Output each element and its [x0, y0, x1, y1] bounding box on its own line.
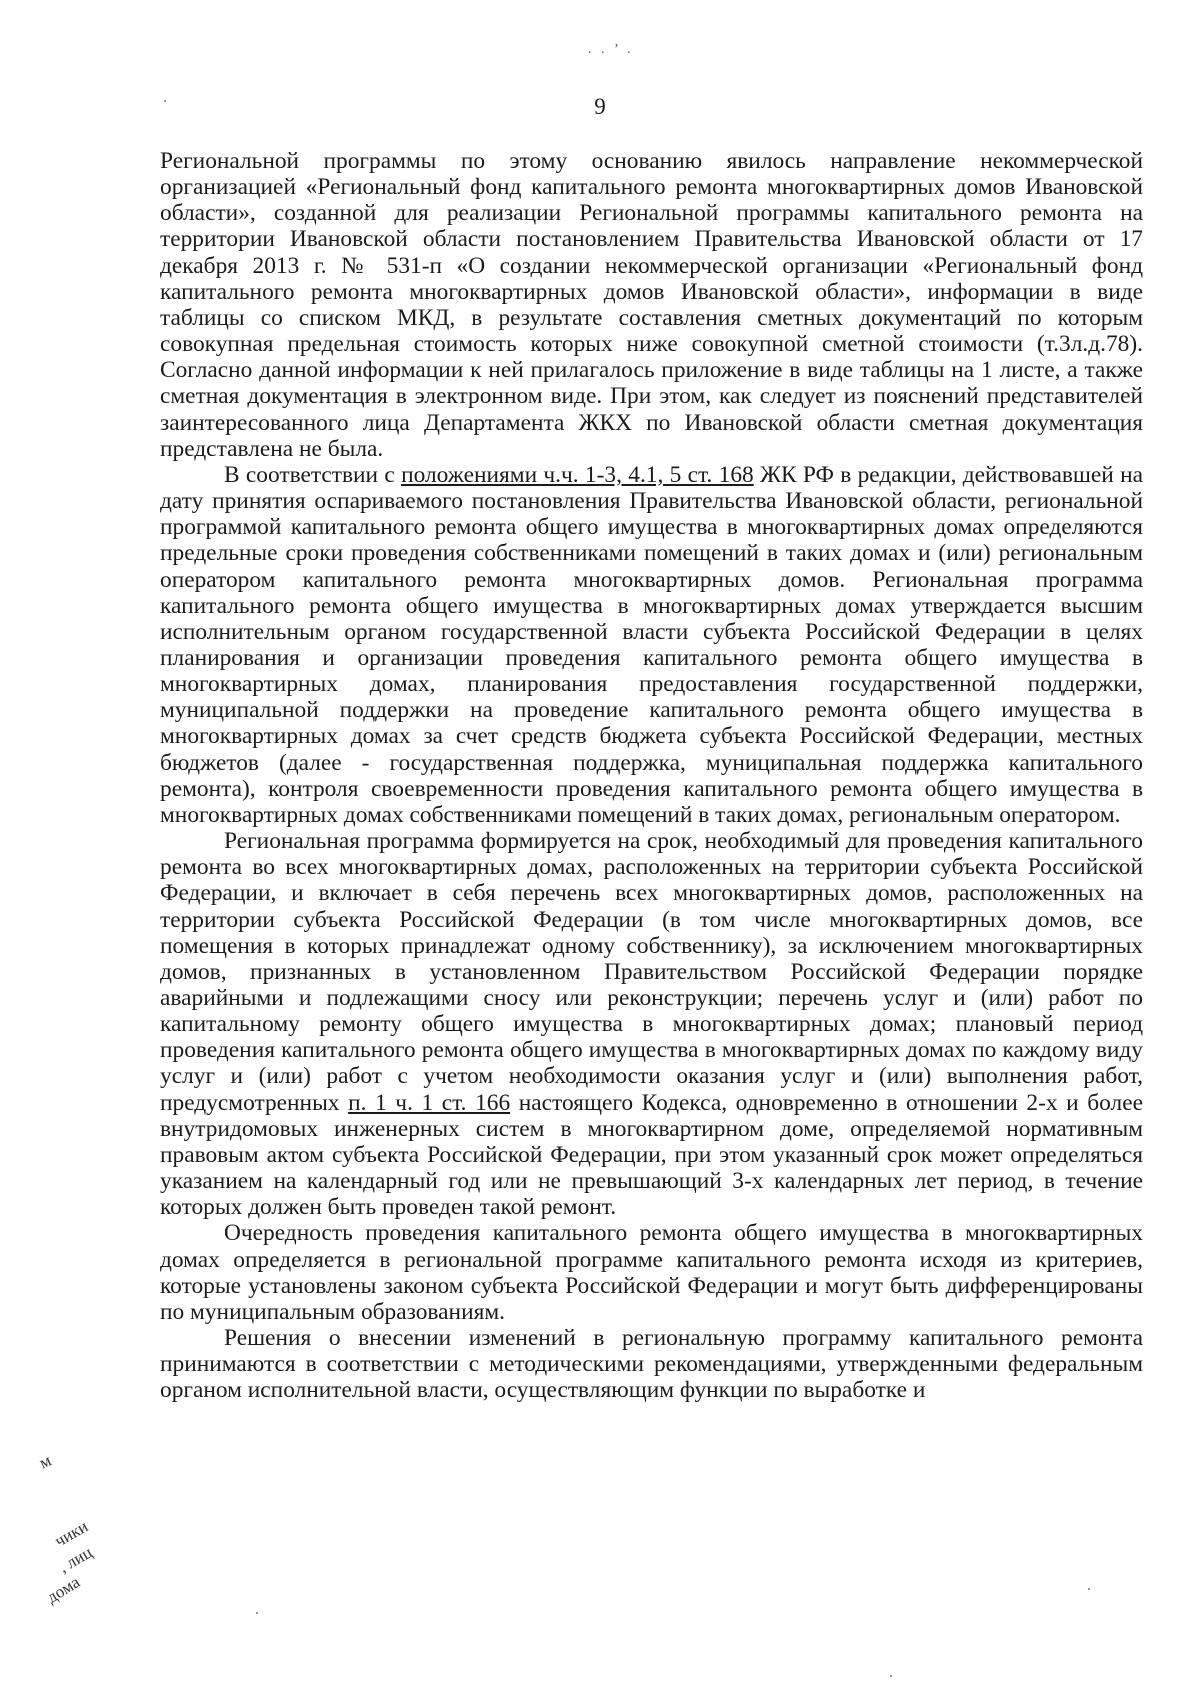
margin-note-3: , лиц [55, 1542, 96, 1577]
margin-bleed-through-text [34, 1452, 144, 1612]
scan-speck [164, 100, 166, 102]
paragraph-3-text-start: Региональная программа формируется на срок, необходимый для проведения капитального ремонта во всех многоквартирных домах, расположенных на территории субъекта Российской Федерации, и включает в себя перечень всех многоквартирных домов, расположенных на территории субъекта Российской Федерации (в том числе многоквартирных домов, все помещения в которых принадлежат одному собственнику), за исключением многоквартирных домов, признанных в установленном Правительством Российской Федерации порядке аварийными и подлежащими сносу или реконструкции; перечень услуг и (или) работ по капитальному ремонту общего имущества в многоквартирных домах; плановый период проведения капитального ремонта общего имущества в многоквартирных домах по каждому виду услуг и (или) работ с учетом необходимости оказания услуг и (или) выполнения работ, предусмотренных [160, 828, 1143, 1116]
scan-speck [890, 1675, 892, 1677]
scan-speck [256, 1612, 258, 1614]
paragraph-2-text-end: ЖК РФ в редакции, действовавшей на дату принятия оспариваемого постановления Правительства Ивановской области, региональной программой капитального ремонта общего имущества в многоквартирных домах определяются предельные сроки проведения собственниками помещений в таких домах и (или) региональным оператором капитального ремонта многоквартирных домов. Региональная программа капитального ремонта общего имущества в многоквартирных домах утверждается высшим исполнительным органом государственной власти субъекта Российской Федерации в целях планирования и организации проведения капитального ремонта общего имущества в многоквартирных домах, планирования предоставления государственной поддержки, муниципальной поддержки на проведение капитального ремонта общего имущества в многоквартирных домах за счет средств бюджета субъекта Российской Федерации, местных бюджетов (далее - государственная поддержка, муниципальная поддержка капитального ремонта), контроля своевременности проведения капитального ремонта общего имущества в многоквартирных домах собственниками помещений в таких домах, региональным оператором. [160, 461, 1143, 828]
page-number: 9 [594, 94, 606, 119]
paragraph-5: Решения о внесении изменений в региональную программу капитального ремонта принимаются в соответствии с методическими рекомендациями, утвержденными федеральным органом исполнительной власти, осуществляющим функции по выработке и [160, 1325, 1143, 1404]
document-body [160, 148, 1143, 1404]
margin-note-2: чики [51, 1516, 92, 1551]
margin-note-4: дома [43, 1572, 84, 1607]
law-reference-link-art-166[interactable]: п. 1 ч. 1 ст. 166 [348, 1089, 511, 1116]
paragraph-1: Региональной программы по этому основанию явилось направление некоммерческой организацией «Региональный фонд капитального ремонта многоквартирных домов Ивановской области», созданной для реализации Региональной программы капитального ремонта на территории Ивановской области постановлением Правительства Ивановской области от 17 декабря 2013 г. № 531-п «О создании некоммерческой организации «Региональный фонд капитального ремонта многоквартирных домов Ивановской области», информации в виде таблицы со списком МКД, в результате составления сметных документаций по которым совокупная предельная стоимость которых ниже совокупной сметной стоимости (т.3л.д.78). Согласно данной информации к ней прилагалось приложение в виде таблицы на 1 листе, а также сметная документация в электронном виде. При этом, как следует из пояснений представителей заинтересованного лица Департамента ЖКХ по Ивановской области сметная документация представлена не была. [160, 148, 1143, 462]
law-reference-link-art-168[interactable]: положениями ч.ч. 1-3, 4.1, 5 ст. 168 [401, 461, 754, 488]
paragraph-2-text-start: В соответствии с [224, 461, 402, 488]
paragraph-4: Очередность проведения капитального ремонта общего имущества в многоквартирных домах определяется в региональной программе капитального ремонта исходя из критериев, которые установлены законом субъекта Российской Федерации и могут быть дифференцированы по муниципальным образованиям. [160, 1220, 1143, 1325]
scan-speck [1088, 1588, 1090, 1590]
scan-mark: . . ’ . [588, 42, 634, 57]
paragraph-2 [160, 462, 1143, 828]
paragraph-3 [160, 828, 1143, 1220]
paragraph-3-text-end: настоящего Кодекса, одновременно в отношении 2-х и более внутридомовых инженерных систем в многоквартирном доме, определяемой нормативным правовым актом субъекта Российской Федерации, при этом указанный срок может определяться указанием на календарный год или не превышающий 3-х календарных лет период, в течение которых должен быть проведен такой ремонт. [160, 1089, 1143, 1221]
margin-note-1: м [36, 1450, 55, 1473]
